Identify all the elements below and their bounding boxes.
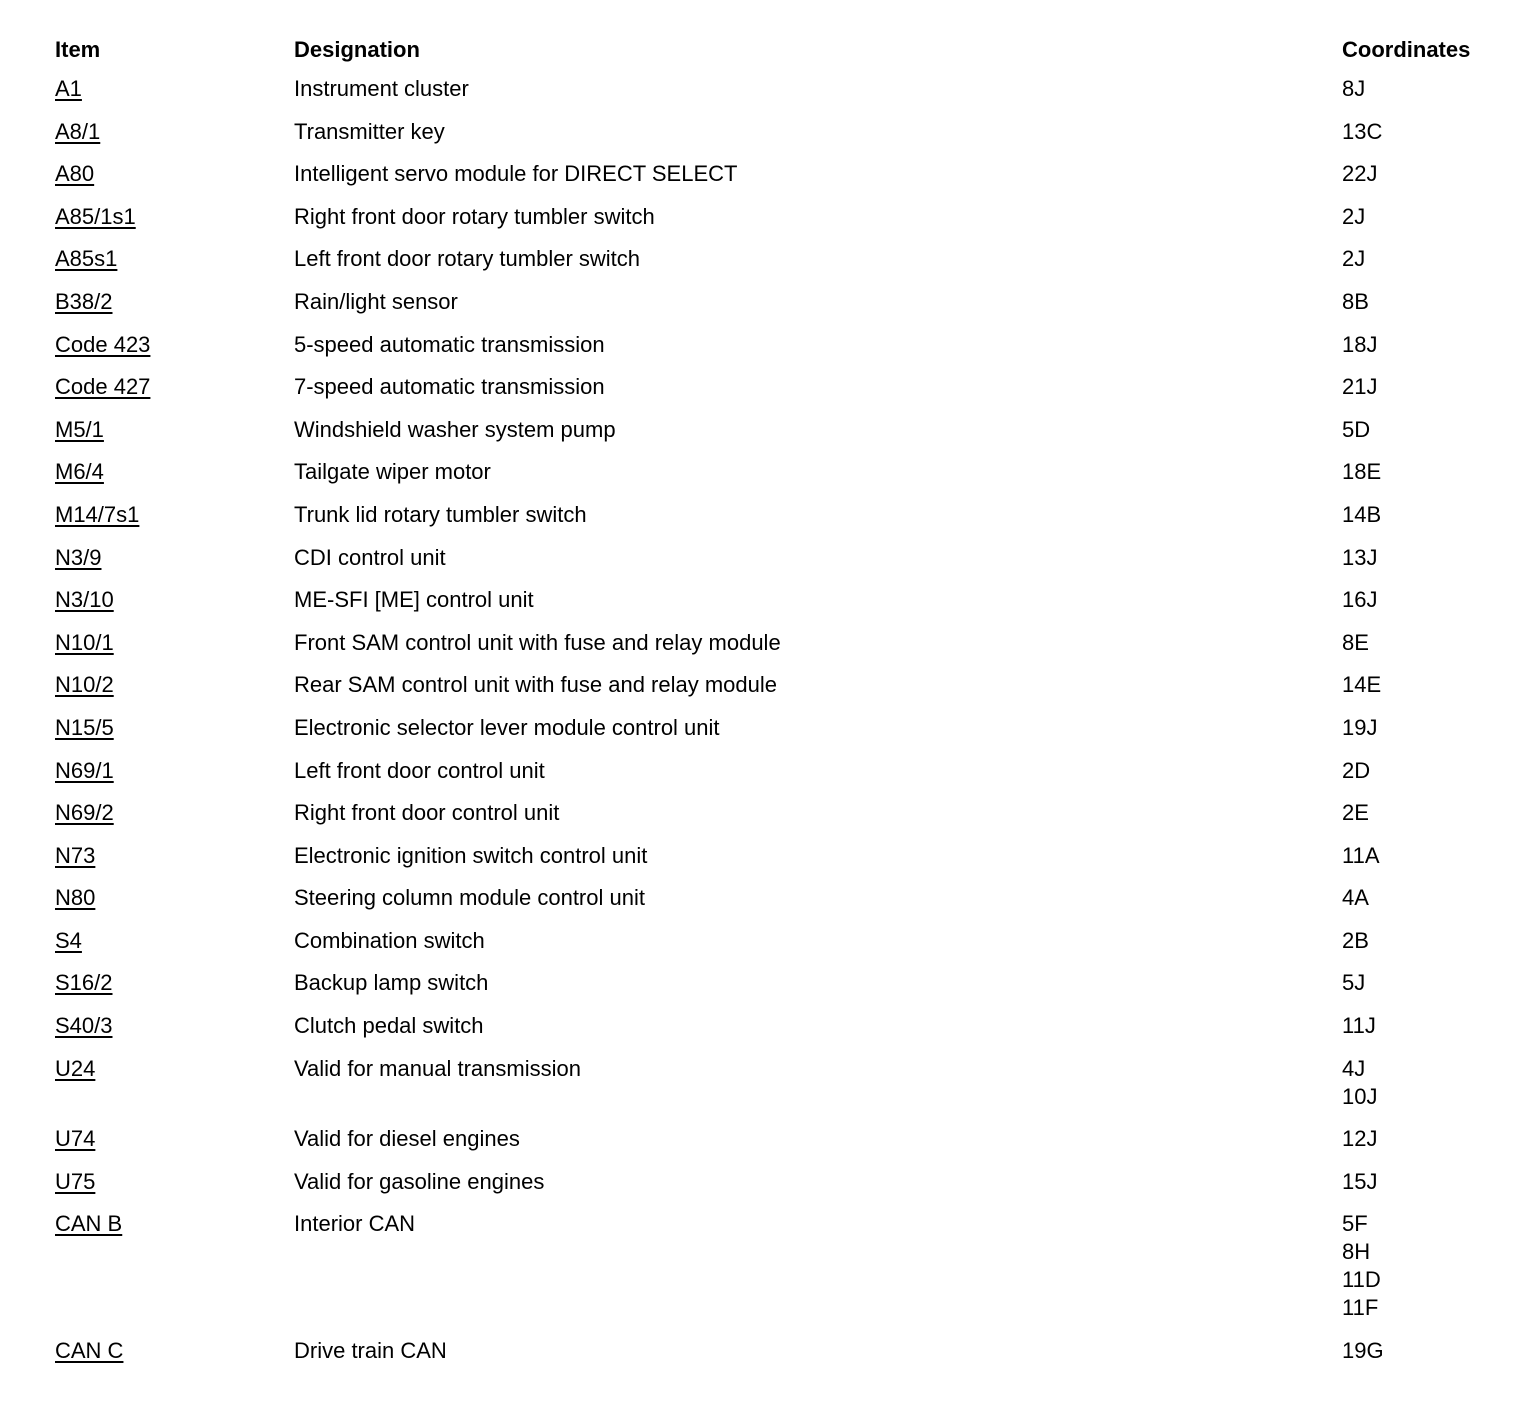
designation-cell: Windshield washer system pump bbox=[294, 416, 616, 442]
designation-cell: Rear SAM control unit with fuse and relay module bbox=[294, 672, 778, 698]
item-link[interactable]: N80 bbox=[55, 885, 96, 911]
coordinates-cell bbox=[1342, 1168, 1515, 1196]
designation-cell: Left front door rotary tumbler switch bbox=[294, 246, 641, 272]
designation-cell: Valid for diesel engines bbox=[294, 1126, 520, 1152]
column-header-coordinates: Coordinates bbox=[1342, 37, 1471, 62]
coordinate-value: 11F bbox=[1342, 1295, 1379, 1321]
table-header bbox=[55, 33, 1515, 75]
designation-cell: Right front door rotary tumbler switch bbox=[294, 203, 655, 229]
designation-cell: Drive train CAN bbox=[294, 1338, 447, 1364]
coordinates-cell bbox=[1342, 501, 1515, 529]
coordinate-value: 19J bbox=[1342, 714, 1378, 740]
designation-cell: CDI control unit bbox=[294, 544, 446, 570]
item-link[interactable]: N3/9 bbox=[55, 544, 102, 570]
item-cell bbox=[55, 160, 294, 188]
item-link[interactable]: Code 423 bbox=[55, 331, 151, 357]
coordinate-value: 18J bbox=[1342, 331, 1378, 357]
item-cell bbox=[55, 799, 294, 827]
coordinates-cell bbox=[1342, 118, 1515, 146]
coordinates-cell bbox=[1342, 416, 1515, 444]
table-row bbox=[55, 671, 1515, 714]
coordinates-cell bbox=[1342, 544, 1515, 572]
table-row bbox=[55, 1012, 1515, 1055]
item-cell bbox=[55, 842, 294, 870]
designation-cell: 5-speed automatic transmission bbox=[294, 331, 605, 357]
item-link[interactable]: S16/2 bbox=[55, 970, 113, 996]
item-cell bbox=[55, 416, 294, 444]
table-row bbox=[55, 416, 1515, 459]
item-link[interactable]: M6/4 bbox=[55, 459, 104, 485]
table-row bbox=[55, 245, 1515, 288]
designation-cell: Clutch pedal switch bbox=[294, 1013, 484, 1039]
coordinate-value: 16J bbox=[1342, 587, 1378, 613]
coordinate-value: 5J bbox=[1342, 970, 1366, 996]
item-cell bbox=[55, 671, 294, 699]
table-row bbox=[55, 629, 1515, 672]
designation-cell: Steering column module control unit bbox=[294, 885, 645, 911]
table-row bbox=[55, 799, 1515, 842]
coordinates-cell bbox=[1342, 842, 1515, 870]
item-cell bbox=[55, 969, 294, 997]
coordinate-value: 4J bbox=[1342, 1055, 1366, 1081]
table-row bbox=[55, 757, 1515, 800]
item-cell bbox=[55, 1337, 294, 1365]
coordinate-value: 11A bbox=[1342, 842, 1380, 868]
coordinate-value: 21J bbox=[1342, 374, 1378, 400]
item-link[interactable]: M5/1 bbox=[55, 416, 104, 442]
coordinates-cell bbox=[1342, 75, 1515, 103]
table-row bbox=[55, 1337, 1515, 1380]
item-cell bbox=[55, 1055, 294, 1083]
table-row bbox=[55, 501, 1515, 544]
coordinates-cell bbox=[1342, 969, 1515, 997]
coordinates-cell bbox=[1342, 799, 1515, 827]
table-row bbox=[55, 160, 1515, 203]
designation-cell: ME-SFI [ME] control unit bbox=[294, 587, 534, 613]
coordinates-cell bbox=[1342, 458, 1515, 486]
item-link[interactable]: N10/1 bbox=[55, 629, 114, 655]
designation-cell: Tailgate wiper motor bbox=[294, 459, 491, 485]
coordinates-cell bbox=[1342, 245, 1515, 273]
table-row bbox=[55, 373, 1515, 416]
item-cell bbox=[55, 501, 294, 529]
item-cell bbox=[55, 373, 294, 401]
coordinate-value: 5F bbox=[1342, 1211, 1368, 1237]
table-row bbox=[55, 288, 1515, 331]
coordinate-value: 8J bbox=[1342, 76, 1366, 101]
table-row bbox=[55, 586, 1515, 629]
item-cell bbox=[55, 1210, 294, 1238]
column-header-item: Item bbox=[55, 37, 101, 62]
coordinate-value: 8H bbox=[1342, 1239, 1371, 1265]
coordinates-cell bbox=[1342, 586, 1515, 614]
item-link[interactable]: U24 bbox=[55, 1055, 96, 1081]
coordinates-cell bbox=[1342, 373, 1515, 401]
designation-cell: Interior CAN bbox=[294, 1211, 416, 1237]
coordinate-value: 11D bbox=[1342, 1267, 1381, 1293]
item-cell bbox=[55, 75, 294, 103]
designation-cell: Backup lamp switch bbox=[294, 970, 489, 996]
coordinates-cell bbox=[1342, 714, 1515, 742]
coordinates-cell bbox=[1342, 160, 1515, 188]
designation-cell: Electronic selector lever module control unit bbox=[294, 714, 720, 740]
item-link[interactable]: Code 427 bbox=[55, 374, 151, 400]
coordinates-cell bbox=[1342, 1012, 1515, 1040]
item-link[interactable]: M14/7s1 bbox=[55, 501, 140, 527]
item-cell bbox=[55, 331, 294, 359]
item-cell bbox=[55, 118, 294, 146]
column-header-designation: Designation bbox=[294, 37, 420, 62]
item-cell bbox=[55, 586, 294, 614]
coordinates-cell bbox=[1342, 757, 1515, 785]
item-link[interactable]: N15/5 bbox=[55, 714, 114, 740]
item-cell bbox=[55, 884, 294, 912]
item-link[interactable]: A80 bbox=[55, 161, 95, 187]
coordinate-value: 18E bbox=[1342, 459, 1382, 485]
item-link[interactable]: A85/1s1 bbox=[55, 203, 136, 229]
item-link[interactable]: CAN B bbox=[55, 1211, 123, 1237]
item-cell bbox=[55, 245, 294, 273]
table-row bbox=[55, 714, 1515, 757]
item-link[interactable]: A8/1 bbox=[55, 118, 101, 144]
coordinate-value: 5D bbox=[1342, 416, 1371, 442]
coordinates-cell bbox=[1342, 203, 1515, 231]
table-row bbox=[55, 927, 1515, 970]
coordinates-cell bbox=[1342, 884, 1515, 912]
table-row bbox=[55, 842, 1515, 885]
coordinate-value: 13C bbox=[1342, 118, 1383, 144]
table-row bbox=[55, 458, 1515, 501]
designation-cell: Left front door control unit bbox=[294, 757, 545, 783]
item-link[interactable]: B38/2 bbox=[55, 288, 113, 314]
coordinate-value: 13J bbox=[1342, 544, 1378, 570]
designation-cell: Trunk lid rotary tumbler switch bbox=[294, 501, 587, 527]
coordinates-cell bbox=[1342, 1055, 1515, 1111]
item-cell bbox=[55, 927, 294, 955]
coordinate-value: 8E bbox=[1342, 629, 1369, 655]
table-row bbox=[55, 203, 1515, 246]
coordinate-value: 22J bbox=[1342, 161, 1378, 187]
table-row bbox=[55, 331, 1515, 374]
coordinate-value: 2J bbox=[1342, 203, 1366, 229]
item-link[interactable]: N73 bbox=[55, 842, 96, 868]
item-link[interactable]: A1 bbox=[55, 76, 82, 101]
coordinate-value: 2D bbox=[1342, 757, 1371, 783]
coordinates-cell bbox=[1342, 671, 1515, 699]
designation-cell: Rain/light sensor bbox=[294, 288, 458, 314]
designation-cell: Electronic ignition switch control unit bbox=[294, 842, 648, 868]
table-row bbox=[55, 75, 1515, 118]
designation-cell: Transmitter key bbox=[294, 118, 445, 144]
item-cell bbox=[55, 288, 294, 316]
coordinate-value: 10J bbox=[1342, 1083, 1378, 1109]
designation-cell: Instrument cluster bbox=[294, 76, 469, 101]
coordinates-cell bbox=[1342, 1125, 1515, 1153]
item-link[interactable]: U75 bbox=[55, 1168, 96, 1194]
coordinate-value: 2B bbox=[1342, 927, 1369, 953]
coordinates-cell bbox=[1342, 1337, 1515, 1365]
item-cell bbox=[55, 1012, 294, 1040]
item-link[interactable]: N3/10 bbox=[55, 587, 114, 613]
table-row bbox=[55, 544, 1515, 587]
item-cell bbox=[55, 714, 294, 742]
table-row bbox=[55, 1168, 1515, 1211]
coordinates-cell bbox=[1342, 629, 1515, 657]
table-row bbox=[55, 118, 1515, 161]
item-link[interactable]: U74 bbox=[55, 1126, 96, 1152]
item-cell bbox=[55, 458, 294, 486]
item-cell bbox=[55, 544, 294, 572]
item-cell bbox=[55, 757, 294, 785]
designation-cell: 7-speed automatic transmission bbox=[294, 374, 605, 400]
table-row bbox=[55, 1125, 1515, 1168]
table-body bbox=[55, 75, 1515, 1380]
coordinate-value: 12J bbox=[1342, 1126, 1378, 1152]
item-link[interactable]: S4 bbox=[55, 927, 82, 953]
coordinates-cell bbox=[1342, 1210, 1515, 1322]
table-row bbox=[55, 884, 1515, 927]
coordinate-value: 15J bbox=[1342, 1168, 1378, 1194]
coordinates-cell bbox=[1342, 288, 1515, 316]
coordinate-value: 8B bbox=[1342, 288, 1369, 314]
designation-cell: Combination switch bbox=[294, 927, 485, 953]
coordinate-value: 19G bbox=[1342, 1338, 1384, 1364]
coordinates-cell bbox=[1342, 331, 1515, 359]
coordinate-value: 2J bbox=[1342, 246, 1366, 272]
table-row bbox=[55, 1055, 1515, 1126]
coordinate-value: 14E bbox=[1342, 672, 1382, 698]
coordinate-value: 11J bbox=[1342, 1013, 1376, 1039]
component-legend-table bbox=[55, 33, 1515, 1380]
item-cell bbox=[55, 1125, 294, 1153]
coordinate-value: 2E bbox=[1342, 800, 1369, 826]
coordinate-value: 4A bbox=[1342, 885, 1369, 911]
item-cell bbox=[55, 1168, 294, 1196]
item-link[interactable]: N69/1 bbox=[55, 757, 114, 783]
designation-cell: Valid for gasoline engines bbox=[294, 1168, 545, 1194]
designation-cell: Valid for manual transmission bbox=[294, 1055, 581, 1081]
item-link[interactable]: N10/2 bbox=[55, 672, 114, 698]
table-row bbox=[55, 969, 1515, 1012]
item-link[interactable]: N69/2 bbox=[55, 800, 114, 826]
item-cell bbox=[55, 629, 294, 657]
item-link[interactable]: A85s1 bbox=[55, 246, 118, 272]
coordinates-cell bbox=[1342, 927, 1515, 955]
item-cell bbox=[55, 203, 294, 231]
designation-cell: Right front door control unit bbox=[294, 800, 560, 826]
item-link[interactable]: CAN C bbox=[55, 1338, 124, 1364]
designation-cell: Intelligent servo module for DIRECT SELECT bbox=[294, 161, 738, 187]
item-link[interactable]: S40/3 bbox=[55, 1013, 113, 1039]
table-row bbox=[55, 1210, 1515, 1337]
coordinate-value: 14B bbox=[1342, 501, 1382, 527]
designation-cell: Front SAM control unit with fuse and relay module bbox=[294, 629, 781, 655]
